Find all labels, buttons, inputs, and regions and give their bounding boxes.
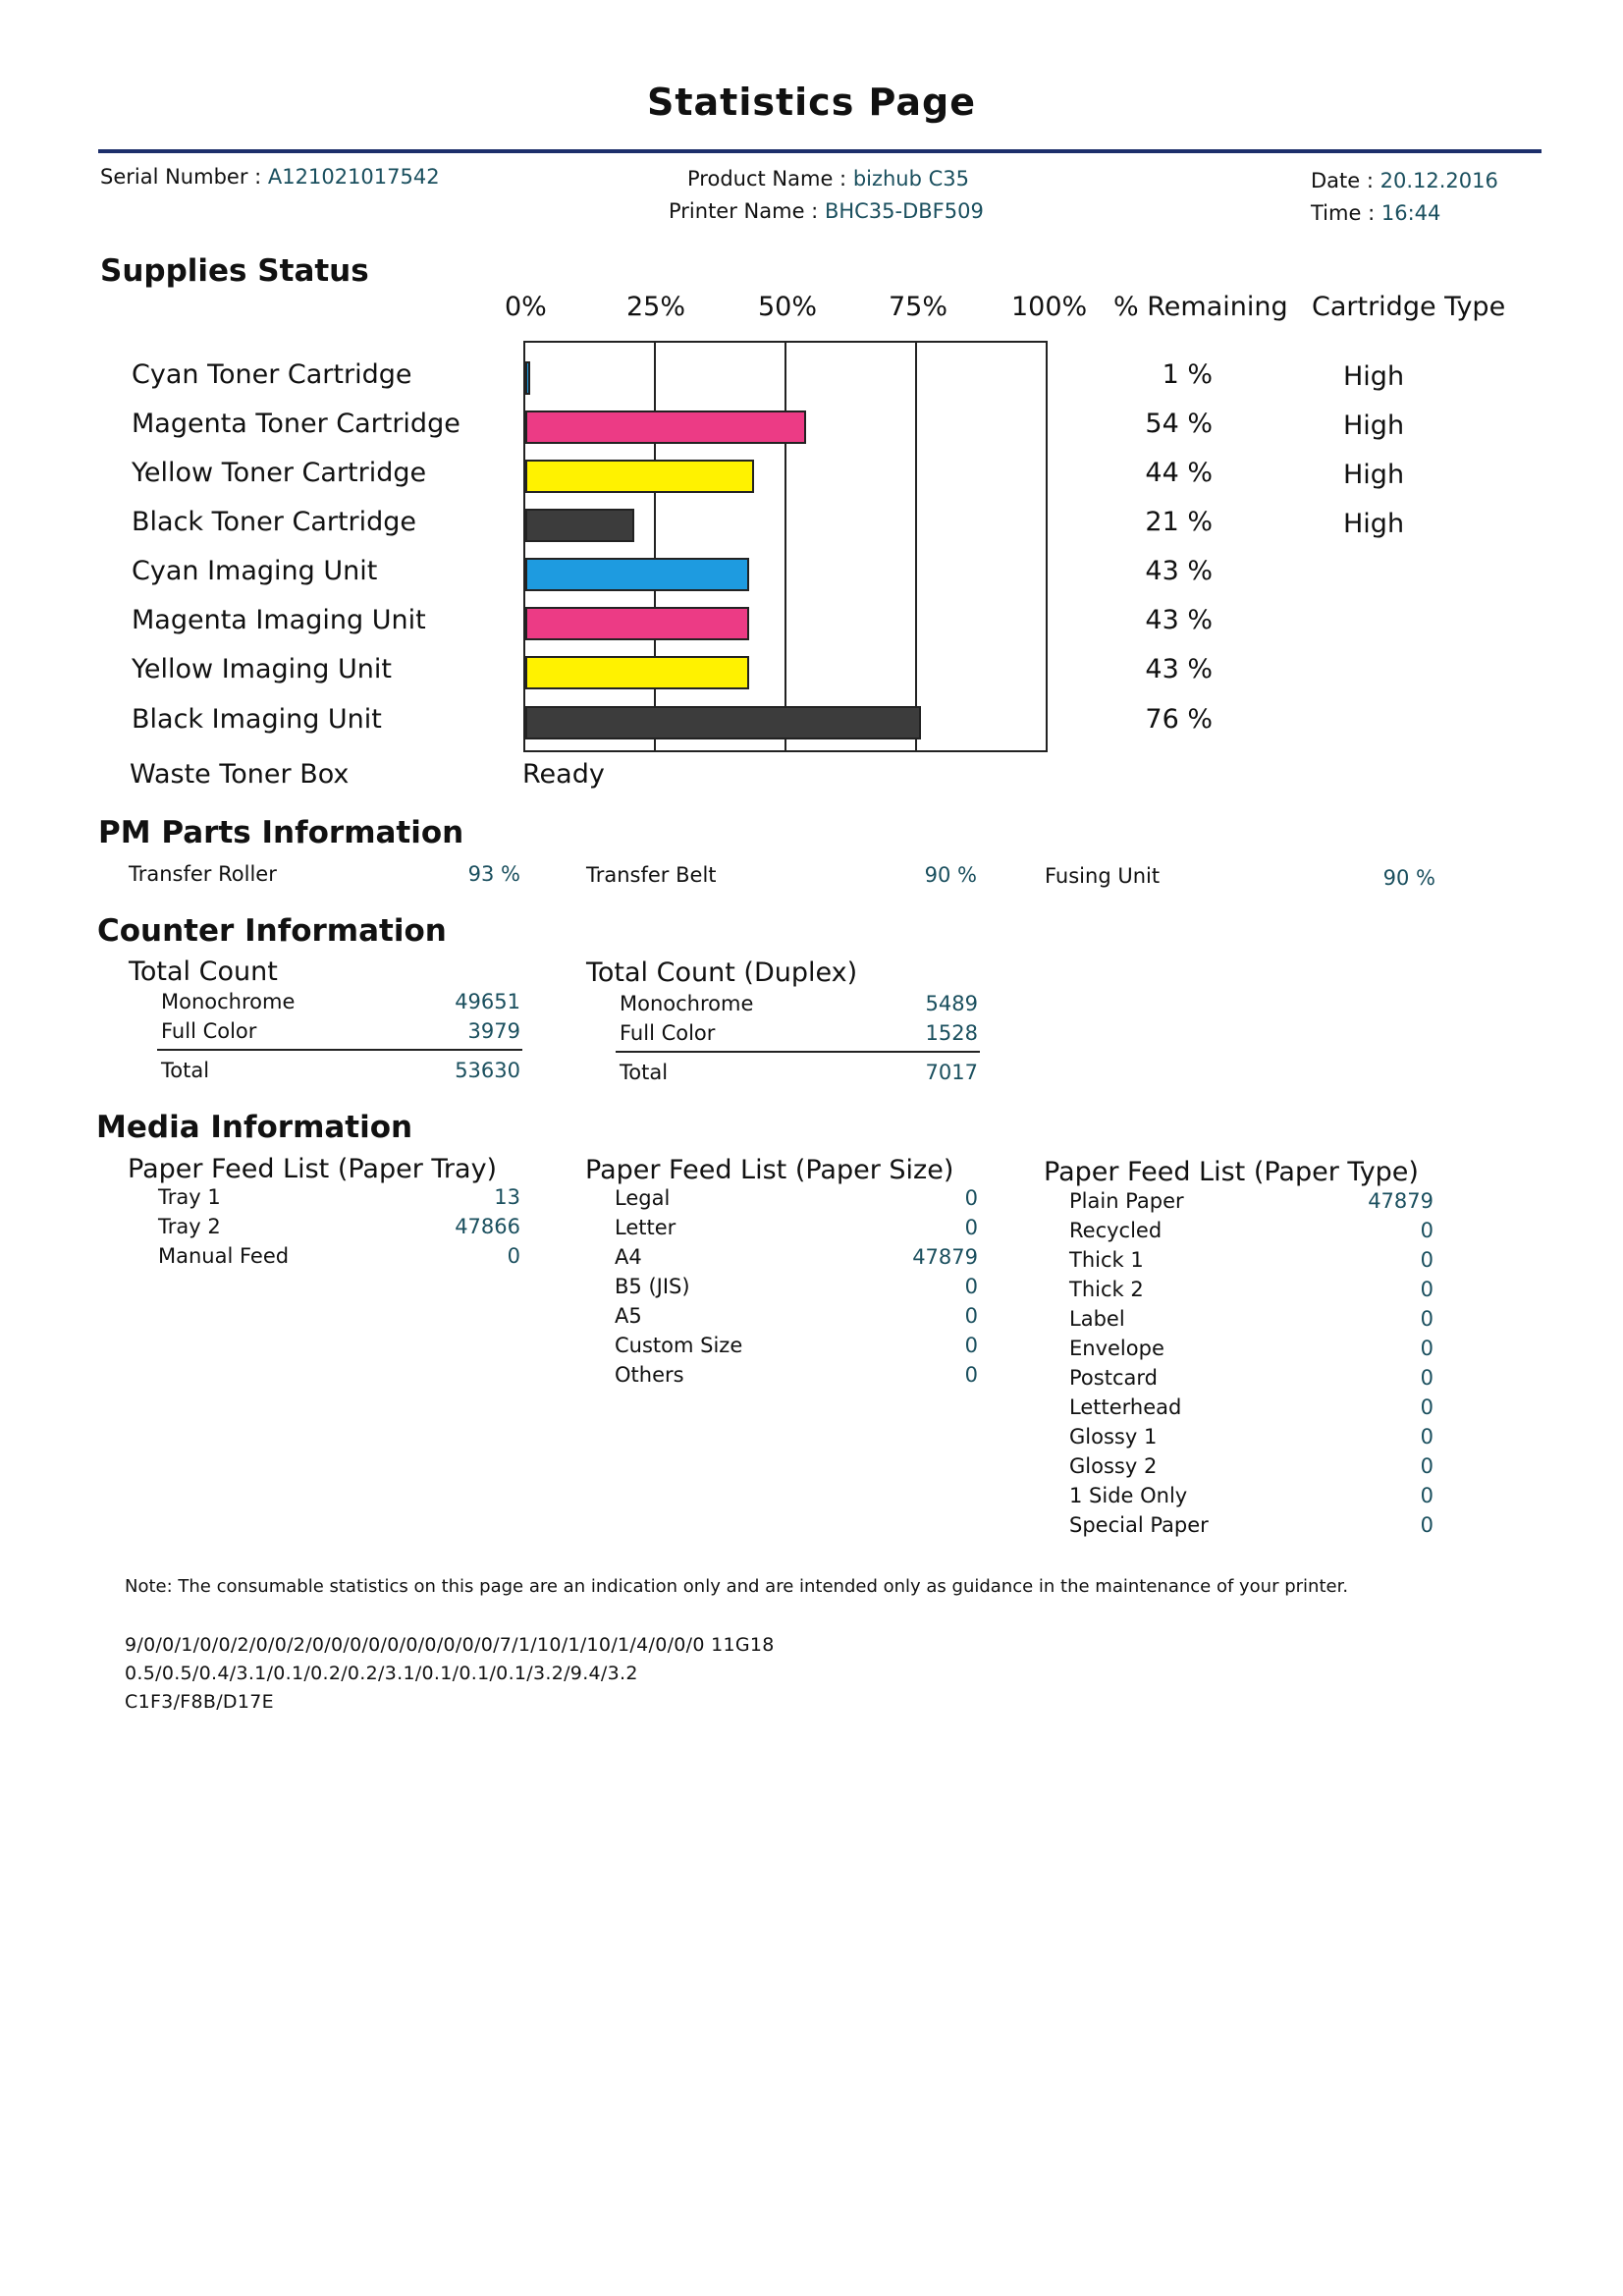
type-row-label: Thick 2 bbox=[1069, 1278, 1144, 1301]
transfer-roller-value: 93 % bbox=[467, 862, 520, 886]
supply-label: Black Imaging Unit bbox=[132, 704, 382, 735]
size-row-label: B5 (JIS) bbox=[615, 1275, 690, 1298]
code-line-2: 0.5/0.5/0.4/3.1/0.1/0.2/0.2/3.1/0.1/0.1/0.1/3.2/9.4/3.2 bbox=[125, 1663, 638, 1684]
supply-level-bar bbox=[525, 656, 749, 689]
time-label: Time : bbox=[1311, 201, 1376, 225]
supply-level-bar bbox=[525, 509, 634, 542]
supply-remaining: 43 % bbox=[1145, 654, 1213, 684]
size-row-label: Letter bbox=[615, 1216, 676, 1239]
type-row-value: 0 bbox=[1420, 1484, 1434, 1507]
supply-remaining: 21 % bbox=[1145, 507, 1213, 537]
duplex-sum-label: Total bbox=[620, 1061, 669, 1084]
duplex-count-rule bbox=[616, 1051, 980, 1053]
total-color-label: Full Color bbox=[161, 1019, 257, 1043]
tray-row-value: 13 bbox=[494, 1185, 520, 1209]
size-row-value: 0 bbox=[964, 1334, 978, 1357]
type-row-value: 0 bbox=[1420, 1395, 1434, 1419]
type-row-label: Envelope bbox=[1069, 1337, 1164, 1360]
type-row-value: 0 bbox=[1420, 1219, 1434, 1242]
print-time bbox=[1311, 201, 1440, 225]
scale-50: 50% bbox=[758, 292, 818, 322]
size-row-value: 47879 bbox=[912, 1245, 978, 1269]
supply-level-bar bbox=[525, 607, 749, 640]
total-count-rule bbox=[157, 1049, 522, 1051]
total-color-value: 3979 bbox=[467, 1019, 520, 1043]
transfer-belt-label: Transfer Belt bbox=[586, 863, 717, 887]
scale-100: 100% bbox=[1011, 292, 1088, 322]
supply-remaining: 76 % bbox=[1145, 704, 1213, 735]
supply-remaining: 43 % bbox=[1145, 556, 1213, 586]
type-row-value: 0 bbox=[1420, 1278, 1434, 1301]
supply-label: Yellow Toner Cartridge bbox=[132, 458, 427, 488]
supply-level-bar bbox=[525, 460, 754, 493]
code-line-1: 9/0/0/1/0/0/2/0/0/2/0/0/0/0/0/0/0/0/0/0/7/1/10/1/10/1/4/0/0/0 11G18 bbox=[125, 1634, 775, 1656]
total-sum-label: Total bbox=[161, 1059, 210, 1082]
size-row-label: Others bbox=[615, 1363, 684, 1387]
type-list-title: Paper Feed List (Paper Type) bbox=[1044, 1157, 1419, 1187]
supply-remaining: 1 % bbox=[1162, 359, 1213, 390]
supply-remaining: 43 % bbox=[1145, 605, 1213, 635]
supply-label: Magenta Imaging Unit bbox=[132, 605, 426, 635]
waste-toner-status: Ready bbox=[522, 759, 605, 790]
size-row-label: A5 bbox=[615, 1304, 642, 1328]
time-value: 16:44 bbox=[1380, 201, 1441, 225]
type-row-label: Postcard bbox=[1069, 1366, 1158, 1390]
serial-number bbox=[100, 165, 440, 189]
type-row-label: Special Paper bbox=[1069, 1513, 1209, 1537]
date-value: 20.12.2016 bbox=[1380, 169, 1498, 192]
type-row-value: 0 bbox=[1420, 1425, 1434, 1449]
header-rule bbox=[98, 149, 1542, 153]
size-row-value: 0 bbox=[964, 1275, 978, 1298]
note-text: Note: The consumable statistics on this page are an indication only and are intended only as guidance in the maintenance of your printer. bbox=[125, 1576, 1349, 1597]
size-row-label: Legal bbox=[615, 1186, 671, 1210]
type-row-value: 0 bbox=[1420, 1337, 1434, 1360]
supply-remaining: 54 % bbox=[1145, 409, 1213, 439]
scale-0: 0% bbox=[505, 292, 547, 322]
supply-label: Cyan Imaging Unit bbox=[132, 556, 378, 586]
counter-heading: Counter Information bbox=[97, 913, 447, 949]
size-row-value: 0 bbox=[964, 1186, 978, 1210]
supplies-heading: Supplies Status bbox=[100, 253, 369, 289]
supply-level-bar bbox=[525, 558, 749, 591]
duplex-mono-label: Monochrome bbox=[620, 992, 754, 1015]
media-heading: Media Information bbox=[96, 1110, 413, 1145]
waste-toner-label: Waste Toner Box bbox=[130, 759, 350, 790]
supply-level-bar bbox=[525, 706, 921, 739]
code-line-3: C1F3/F8B/D17E bbox=[125, 1691, 274, 1713]
type-row-label: 1 Side Only bbox=[1069, 1484, 1188, 1507]
pm-parts-heading: PM Parts Information bbox=[98, 815, 464, 850]
supply-cartridge-type: High bbox=[1343, 410, 1405, 441]
gridline-50 bbox=[784, 343, 786, 750]
scale-25: 25% bbox=[626, 292, 686, 322]
type-row-value: 0 bbox=[1420, 1307, 1434, 1331]
supply-cartridge-type: High bbox=[1343, 509, 1405, 539]
type-row-label: Thick 1 bbox=[1069, 1248, 1144, 1272]
type-row-label: Plain Paper bbox=[1069, 1189, 1184, 1213]
type-row-label: Glossy 2 bbox=[1069, 1454, 1158, 1478]
date-label: Date : bbox=[1311, 169, 1374, 192]
supply-label: Magenta Toner Cartridge bbox=[132, 409, 460, 439]
printer-value: BHC35-DBF509 bbox=[824, 199, 984, 223]
page-title: Statistics Page bbox=[647, 81, 976, 124]
supply-level-bar bbox=[525, 410, 806, 444]
type-row-value: 47879 bbox=[1368, 1189, 1434, 1213]
tray-row-value: 0 bbox=[507, 1244, 520, 1268]
remaining-header: % Remaining bbox=[1113, 292, 1288, 322]
type-row-label: Letterhead bbox=[1069, 1395, 1182, 1419]
supply-remaining: 44 % bbox=[1145, 458, 1213, 488]
fusing-unit-value: 90 % bbox=[1382, 866, 1435, 890]
product-name bbox=[687, 167, 969, 191]
supply-label: Cyan Toner Cartridge bbox=[132, 359, 412, 390]
size-list-title: Paper Feed List (Paper Size) bbox=[585, 1155, 954, 1185]
supplies-chart bbox=[523, 341, 1048, 752]
printer-name bbox=[669, 199, 984, 223]
scale-75: 75% bbox=[889, 292, 948, 322]
type-row-label: Glossy 1 bbox=[1069, 1425, 1158, 1449]
size-row-value: 0 bbox=[964, 1363, 978, 1387]
supply-cartridge-type: High bbox=[1343, 460, 1405, 490]
tray-row-label: Manual Feed bbox=[158, 1244, 290, 1268]
product-value: bizhub C35 bbox=[852, 167, 970, 191]
transfer-roller-label: Transfer Roller bbox=[129, 862, 277, 886]
supply-cartridge-type: High bbox=[1343, 361, 1405, 392]
duplex-color-value: 1528 bbox=[925, 1021, 978, 1045]
duplex-sum-value: 7017 bbox=[925, 1061, 978, 1084]
supply-label: Black Toner Cartridge bbox=[132, 507, 417, 537]
type-row-label: Recycled bbox=[1069, 1219, 1163, 1242]
size-row-label: Custom Size bbox=[615, 1334, 743, 1357]
duplex-color-label: Full Color bbox=[620, 1021, 716, 1045]
total-sum-value: 53630 bbox=[455, 1059, 520, 1082]
serial-label: Serial Number : bbox=[100, 165, 262, 189]
printer-label: Printer Name : bbox=[669, 199, 819, 223]
tray-row-value: 47866 bbox=[455, 1215, 520, 1238]
serial-value: A121021017542 bbox=[267, 165, 440, 189]
transfer-belt-value: 90 % bbox=[924, 863, 977, 887]
supply-level-bar bbox=[525, 361, 530, 395]
size-row-value: 0 bbox=[964, 1216, 978, 1239]
supply-label: Yellow Imaging Unit bbox=[132, 654, 392, 684]
type-row-label: Label bbox=[1069, 1307, 1125, 1331]
tray-list-title: Paper Feed List (Paper Tray) bbox=[128, 1154, 498, 1184]
tray-row-label: Tray 1 bbox=[158, 1185, 221, 1209]
type-row-value: 0 bbox=[1420, 1248, 1434, 1272]
duplex-mono-value: 5489 bbox=[925, 992, 978, 1015]
type-row-value: 0 bbox=[1420, 1513, 1434, 1537]
total-mono-label: Monochrome bbox=[161, 990, 296, 1013]
type-row-value: 0 bbox=[1420, 1454, 1434, 1478]
fusing-unit-label: Fusing Unit bbox=[1045, 864, 1161, 888]
print-date bbox=[1311, 169, 1498, 192]
duplex-count-title: Total Count (Duplex) bbox=[586, 957, 858, 988]
type-row-value: 0 bbox=[1420, 1366, 1434, 1390]
gridline-75 bbox=[915, 343, 917, 750]
total-mono-value: 49651 bbox=[455, 990, 520, 1013]
tray-row-label: Tray 2 bbox=[158, 1215, 221, 1238]
size-row-label: A4 bbox=[615, 1245, 642, 1269]
product-label: Product Name : bbox=[687, 167, 847, 191]
total-count-title: Total Count bbox=[129, 957, 278, 987]
size-row-value: 0 bbox=[964, 1304, 978, 1328]
cartridge-type-header: Cartridge Type bbox=[1312, 292, 1506, 322]
